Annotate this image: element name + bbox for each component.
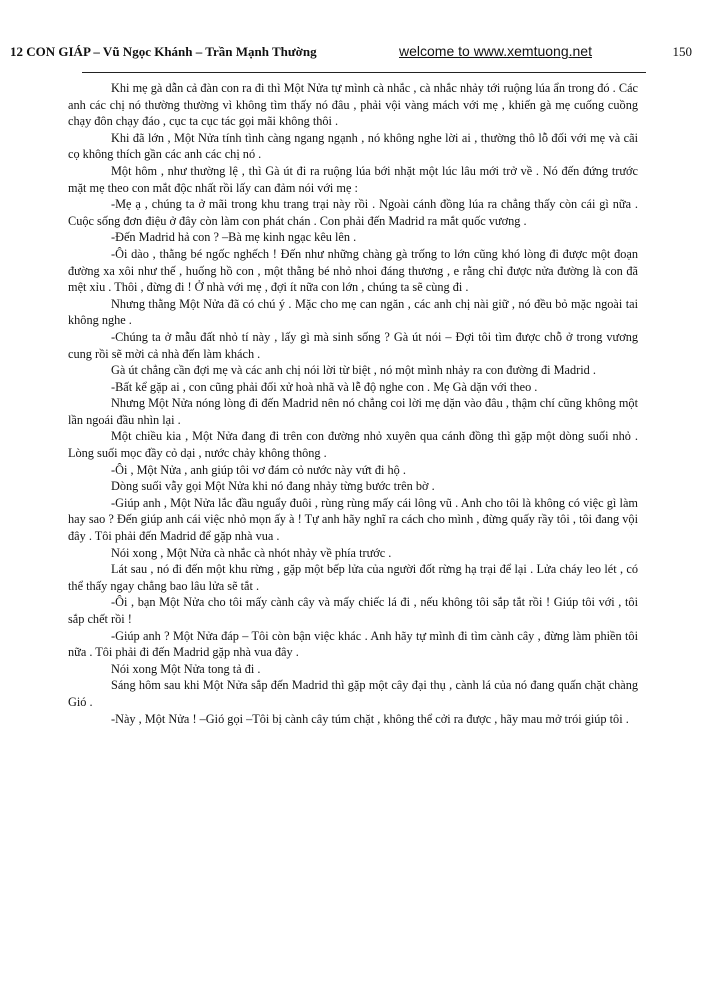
book-title: 12 CON GIÁP – Vũ Ngọc Khánh – Trần Mạnh Thường [10,44,317,59]
paragraph: Nói xong Một Nửa tong tả đi . [111,661,261,676]
page-number: 150 [672,44,692,59]
paragraph: Nhưng Một Nửa nóng lòng đi đến Madrid nên nó chẳng coi lời mẹ dặn vào đâu , thậm chí cũng không một lần ngoái đầu nhìn lại . [68,396,638,427]
paragraph: -Giúp anh , Một Nửa lắc đầu nguẩy đuôi , rùng rùng mấy cái lông vũ . Anh cho tôi là không có việc gì làm hay sao ? Đến giúp anh cái việc nhỏ mọn ấy à ! Tự anh hãy nghĩ ra cách cho mình , đừng quấy rầy tôi , tôi đang vội đây . Tôi phải đến Madrid để gặp nhà vua . [68,495,638,544]
paragraph: -Này , Một Nửa ! –Gió gọi –Tôi bị cành cây túm chặt , không thể cởi ra được , hãy mau mở trói giúp tôi . [111,711,629,726]
paragraph: -Đến Madrid hả con ? –Bà mẹ kinh ngạc kêu lên . [111,230,357,245]
paragraph: Một chiều kia , Một Nửa đang đi trên con đường nhỏ xuyên qua cánh đồng thì gặp một dòng suối nhỏ . Lòng suối mọc đầy cỏ dại , nước chảy không thông . [68,429,638,461]
paragraph: -Ôi , Một Nửa , anh giúp tôi vơ đám cỏ nước này vứt đi hộ . [111,462,406,477]
paragraph: -Bất kể gặp ai , con cũng phải đối xử hoà nhã và lễ độ nghe con . Mẹ Gà dặn với theo . [111,379,538,394]
paragraph: Lát sau , nó đi đến một khu rừng , gặp một bếp lửa của người đốt rừng hạ trại để lại . Lửa cháy leo lét , có thể thấy ngay chẳng bao lâu lửa sẽ tắt . [68,562,638,593]
paragraph: Một hôm , như thường lệ , thì Gà út đi ra ruộng lúa bới nhặt một lúc lâu mới trở về . Nó đến đứng trước mặt mẹ theo con mắt độc nhất rồi lấy can đảm nói với mẹ : [68,163,638,195]
paragraph: Nhưng thằng Một Nửa đã có chú ý . Mặc cho mẹ can ngăn , các anh chị nài giữ , nó đều bỏ mặc ngoài tai không nghe . [68,296,638,328]
story-text [68,80,638,727]
paragraph: -Ôi dào , thằng bé ngốc nghếch ! Đến như những chàng gà trống to lớn cũng khó lòng đi được một đoạn đường xa xôi như thế , huống hồ con , một thằng bé nhỏ nhoi đáng thương , e rằng chỉ được nửa đường là con đã mệt xỉu . Thôi , đừng đi ! Ở nhà với mẹ , đợi ít nữa con lớn , chúng ta sẽ cùng đi . [68,246,638,295]
header-divider [82,72,646,73]
paragraph: Khi mẹ gà dẫn cả đàn con ra đi thì Một Nửa tự mình cà nhắc , cà nhắc nhảy tới ruộng lúa ẩn trong đó . Các anh các chị nó thường thường vì không tìm thấy nó đâu , phải vội vàng mách với mẹ , khiến gà mẹ cuống cuồng chạy đôn chạy đáo , cục ta cục tác gọi mãi không thôi . [68,81,638,129]
paragraph: Gà út chẳng cần đợi mẹ và các anh chị nói lời từ biệt , nó một mình nhảy ra con đường đi Madrid . [111,363,596,378]
paragraph: Dòng suối vẫy gọi Một Nửa khi nó đang nhảy từng bước trên bờ . [111,479,435,494]
paragraph: -Giúp anh ? Một Nửa đáp – Tôi còn bận việc khác . Anh hãy tự mình đi tìm cành cây , đừng làm phiền tôi nữa . Tôi phải đi đến Madrid gặp nhà vua đây . [68,628,638,660]
paragraph: -Ôi , bạn Một Nửa cho tôi mấy cành cây và mấy chiếc lá đi , nếu không tôi sắp tắt rồi ! Giúp tôi với , tôi sắp chết rồi ! [68,595,638,626]
paragraph: Sáng hôm sau khi Một Nửa sắp đến Madrid thì gặp một cây đại thụ , cành lá của nó đang quấn chặt chàng Gió . [68,678,638,709]
page-header [10,44,692,64]
paragraph: -Chúng ta ở mẫu đất nhỏ tí này , lấy gì mà sinh sống ? Gà út nói – Đợi tôi tìm được chỗ ở trong vương cung rồi sẽ mời cả nhà đến làm khách . [68,329,638,361]
paragraph: Khi đã lớn , Một Nửa tính tình càng ngang ngạnh , nó không nghe lời ai , thường thô lỗ đối với mẹ và cãi cọ không thích gần các anh các chị nó . [68,130,638,162]
paragraph: -Mẹ ạ , chúng ta ở mãi trong khu trang trại này rồi . Ngoài cánh đồng lúa ra chẳng thấy còn cái gì nữa . Cuộc sống đơn điệu ở đây còn làm con phát chán . Con phải đến Madrid ra mắt quốc vương . [68,197,638,228]
paragraph: Nói xong , Một Nửa cà nhắc cà nhót nhảy về phía trước . [111,545,392,560]
website-link[interactable]: welcome to www.xemtuong.net [399,43,592,59]
